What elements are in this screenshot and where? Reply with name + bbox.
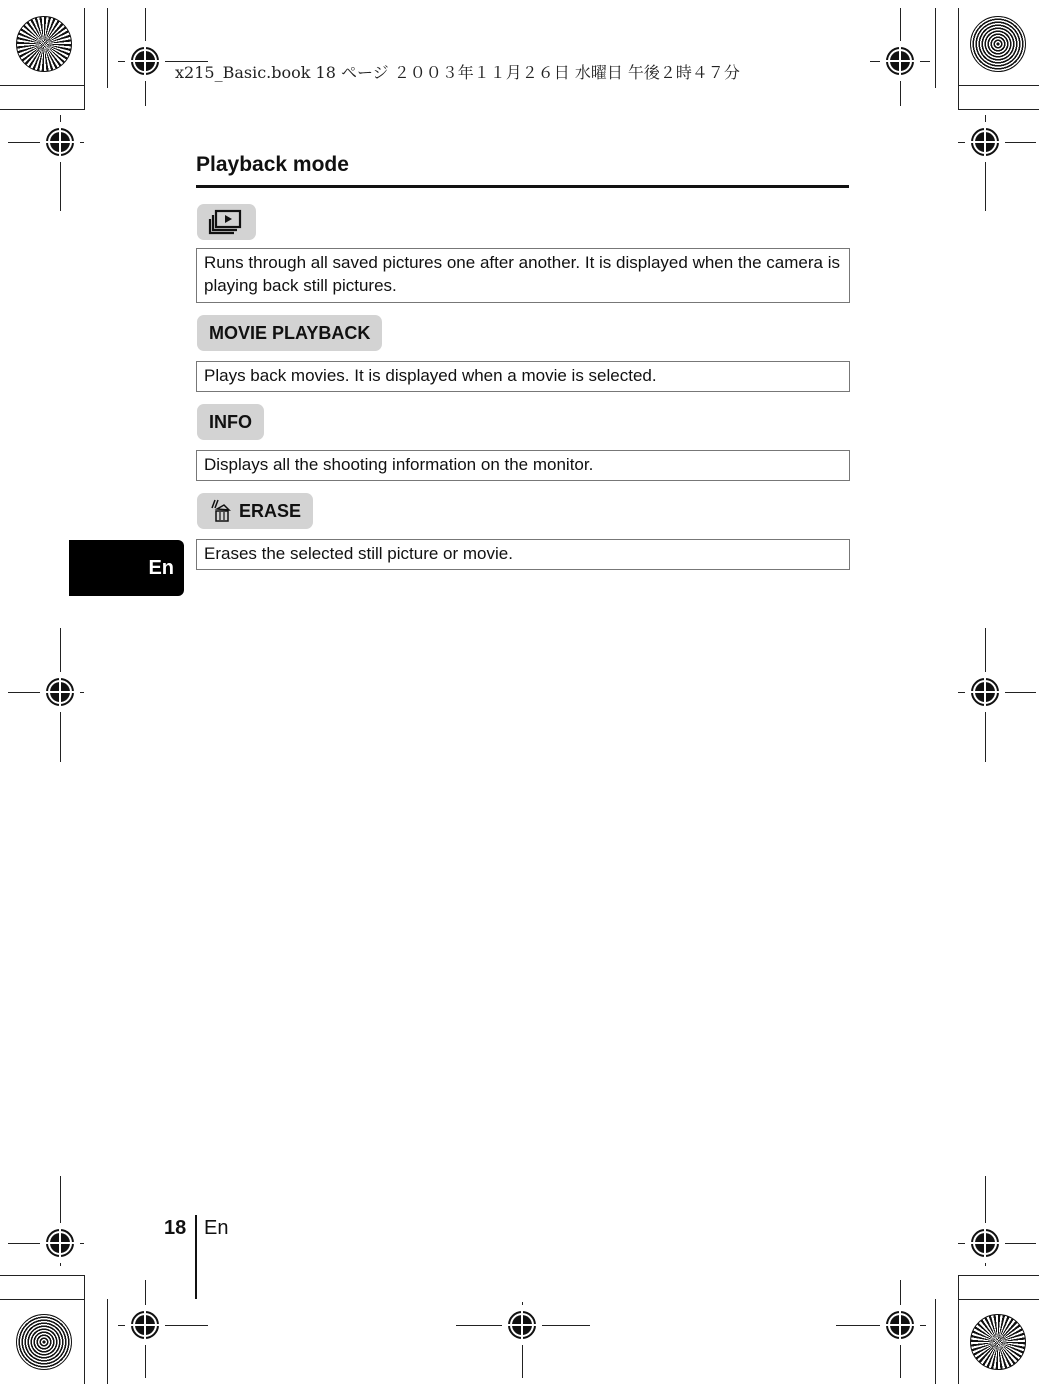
movie-playback-tag: MOVIE PLAYBACK	[197, 315, 382, 351]
slideshow-description: Runs through all saved pictures one after another. It is displayed when the camera is playing back still pictures.	[196, 248, 850, 303]
slideshow-icon	[197, 204, 256, 240]
footer-divider	[195, 1215, 197, 1299]
sunburst-target-icon	[970, 16, 1026, 72]
erase-trash-icon	[209, 499, 231, 523]
info-description: Displays all the shooting information on the monitor.	[196, 450, 850, 481]
print-header-line: x215_Basic.book 18 ページ ２００３年１１月２６日 水曜日 午後２時４７分	[175, 63, 740, 82]
erase-tag	[197, 493, 313, 529]
slideshow-tag	[197, 204, 256, 240]
footer-language: En	[204, 1217, 229, 1239]
title-underline	[196, 185, 849, 188]
registration-mark-icon	[30, 112, 90, 172]
registration-mark-icon	[30, 662, 90, 722]
registration-mark-icon	[870, 1295, 930, 1355]
registration-mark-icon	[492, 1295, 552, 1355]
page-number: 18	[164, 1217, 187, 1239]
info-tag: INFO	[197, 404, 264, 440]
registration-mark-icon	[870, 31, 930, 91]
section-title: Playback mode	[196, 153, 349, 176]
sunburst-target-icon	[16, 1314, 72, 1370]
registration-mark-icon	[955, 112, 1015, 172]
registration-mark-icon	[115, 1295, 175, 1355]
language-tab: En	[69, 540, 184, 596]
registration-mark-icon	[955, 1213, 1015, 1273]
erase-description: Erases the selected still picture or movie.	[196, 539, 850, 570]
erase-label: ERASE	[239, 501, 302, 521]
registration-mark-icon	[955, 662, 1015, 722]
registration-mark-icon	[30, 1213, 90, 1273]
sunburst-target-icon	[16, 16, 72, 72]
movie-playback-description: Plays back movies. It is displayed when a movie is selected.	[196, 361, 850, 392]
registration-mark-icon	[115, 31, 175, 91]
sunburst-target-icon	[970, 1314, 1026, 1370]
